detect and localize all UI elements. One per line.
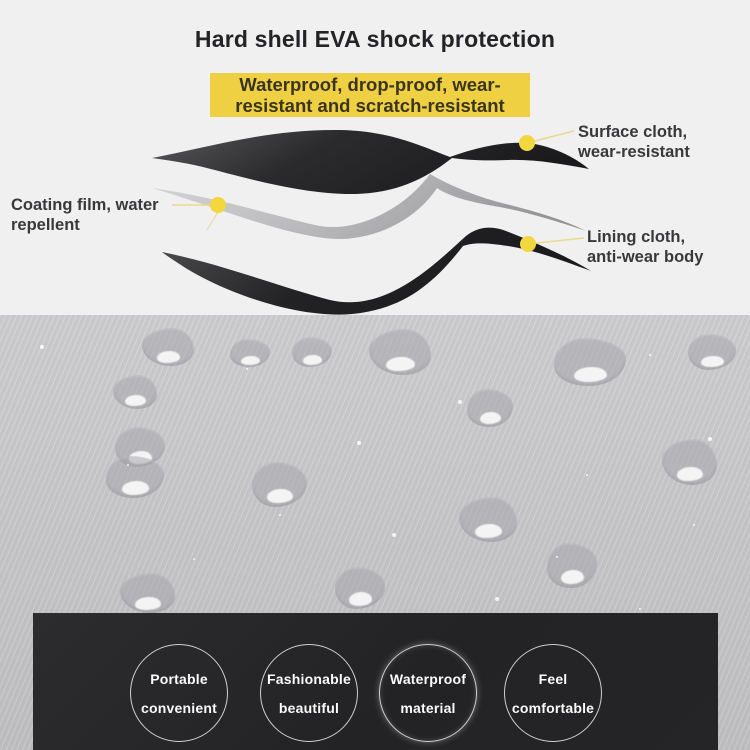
hero-section — [0, 0, 750, 315]
lining-cloth-callout — [587, 227, 703, 267]
feature-circle-fashionable — [260, 644, 358, 742]
water-droplet — [554, 338, 626, 386]
water-droplet — [252, 462, 307, 507]
feature-line-2: material — [400, 699, 456, 716]
feature-line-1: Fashionable — [267, 670, 351, 687]
feature-circle-waterproof — [379, 644, 477, 742]
lining-callout-dot — [520, 236, 536, 252]
fabric-texture-section — [0, 315, 750, 750]
feature-line-2: beautiful — [278, 699, 340, 716]
surface-callout-dot — [519, 135, 535, 151]
surface-cloth-callout — [578, 122, 690, 162]
water-droplet — [113, 375, 157, 409]
surface-callout-line-2: wear-resistant — [578, 143, 690, 161]
water-droplet — [335, 567, 385, 609]
feature-line-1: Waterproof — [389, 670, 467, 687]
water-speckles — [40, 345, 44, 349]
badge-line-1: Waterproof, drop-proof, wear- — [239, 74, 501, 95]
water-droplet — [142, 328, 194, 366]
badge-line-2: resistant and scratch-resistant — [235, 95, 505, 116]
lining-callout-line — [528, 238, 584, 244]
water-droplet — [688, 334, 736, 370]
coating-callout-tick — [207, 212, 218, 230]
water-droplet — [547, 543, 597, 588]
feature-circle-comfortable — [504, 644, 602, 742]
water-droplet — [369, 329, 431, 375]
feature-line-2: comfortable — [511, 699, 595, 716]
coating-callout-line-2: repellent — [11, 216, 80, 234]
water-droplet — [459, 497, 517, 542]
water-droplet — [467, 389, 513, 427]
water-droplet — [120, 573, 175, 613]
water-droplet — [106, 456, 164, 498]
water-droplet — [230, 339, 270, 367]
water-droplet — [662, 439, 717, 485]
feature-circle-portable — [130, 644, 228, 742]
coating-callout-line-1: Coating film, water — [11, 196, 159, 214]
features-panel — [33, 613, 718, 750]
lining-callout-line-2: anti-wear body — [587, 248, 704, 266]
feature-line-1: Portable — [150, 670, 208, 687]
coating-callout-dot — [210, 197, 226, 213]
coating-film-callout — [11, 195, 159, 235]
feature-line-2: convenient — [141, 699, 217, 716]
water-droplet — [292, 337, 332, 367]
surface-callout-line-1: Surface cloth, — [578, 123, 688, 141]
lining-callout-line-1: Lining cloth, — [587, 228, 686, 246]
page-title: Hard shell EVA shock protection — [194, 26, 556, 52]
feature-line-1: Feel — [538, 670, 568, 687]
